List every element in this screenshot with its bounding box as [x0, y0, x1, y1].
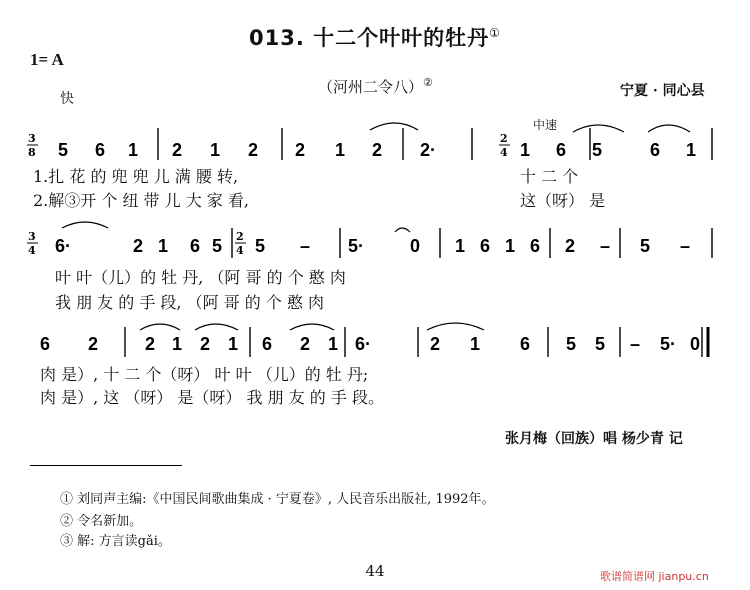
note: 1 — [335, 140, 346, 160]
notation-row-3 — [40, 323, 708, 357]
note: 0 — [690, 334, 701, 354]
note: 5· — [660, 334, 677, 354]
svg-text:8: 8 — [28, 146, 36, 159]
note: 1 — [128, 140, 139, 160]
note: 2 — [295, 140, 306, 160]
lyrics-row1-verse1: 1.扎 花 的 兜 兜 儿 满 腰 转, — [33, 167, 239, 186]
slur — [140, 324, 180, 330]
note: 1 — [686, 140, 697, 160]
note: – — [680, 236, 691, 256]
note: 1 — [172, 334, 183, 354]
note: 2 — [248, 140, 259, 160]
time-signature-3-4: 3 — [28, 230, 36, 243]
row1-notes — [58, 140, 696, 160]
lyrics-row3-verse2: 肉 是）, 这 （呀） 是（呀） 我 朋 友 的 手 段。 — [40, 388, 384, 407]
note: 5 — [640, 236, 651, 256]
note: 5 — [58, 140, 69, 160]
note: – — [600, 236, 611, 256]
notation-row-2 — [27, 222, 712, 258]
note: 1 — [455, 236, 466, 256]
note: 5 — [566, 334, 577, 354]
note: 5 — [592, 140, 603, 160]
note: 1 — [520, 140, 531, 160]
note: 6 — [520, 334, 531, 354]
footnote-divider — [30, 465, 182, 466]
lyrics-row2-verse2: 我 朋 友 的 手 段, （阿 哥 的 个 憨 肉 — [55, 293, 325, 312]
note: 6· — [355, 334, 372, 354]
svg-text:4: 4 — [500, 146, 508, 159]
note: 5 — [255, 236, 266, 256]
watermark: 歌谱简谱网 jianpu.cn — [600, 570, 709, 583]
lyrics-row1-verse1-end: 十 二 个 — [520, 167, 579, 186]
time-signature-2-4: 2 — [236, 230, 244, 243]
time-signature-3-8: 3 — [28, 132, 36, 145]
slur — [195, 324, 238, 330]
note: 2 — [430, 334, 441, 354]
note: 6 — [556, 140, 567, 160]
note: 1 — [470, 334, 481, 354]
slur — [395, 228, 410, 232]
row3-notes — [40, 334, 700, 354]
time-signature-2-4: 2 — [500, 132, 508, 145]
lyrics-row3-verse1: 肉 是）, 十 二 个（呀） 叶 叶 （儿）的 牡 丹; — [40, 365, 369, 384]
note: 5· — [348, 236, 365, 256]
note: 6 — [530, 236, 541, 256]
note: 2 — [372, 140, 383, 160]
note: 6 — [480, 236, 491, 256]
note: 2 — [300, 334, 311, 354]
note: – — [630, 334, 641, 354]
lyrics-row1-verse2: 2.解③开 个 纽 带 儿 大 家 看, — [33, 191, 249, 210]
notation-row-1 — [27, 123, 712, 160]
note: 0 — [410, 236, 421, 256]
note: 6 — [190, 236, 201, 256]
tempo-marking: 快 — [60, 91, 74, 107]
note: 1 — [158, 236, 169, 256]
note: 6 — [650, 140, 661, 160]
note: 1 — [210, 140, 221, 160]
slur — [427, 323, 484, 330]
note: 5 — [595, 334, 606, 354]
note: 2 — [88, 334, 99, 354]
note: 6 — [95, 140, 106, 160]
slur — [62, 222, 108, 228]
note: 1 — [228, 334, 239, 354]
svg-text:4: 4 — [28, 244, 36, 257]
page-title: 013. 十二个叶叶的牡丹① — [249, 26, 501, 50]
svg-text:4: 4 — [236, 244, 244, 257]
note: 6 — [40, 334, 51, 354]
region-label: 宁夏 · 同心县 — [620, 83, 705, 99]
note: – — [300, 236, 311, 256]
note: 2 — [565, 236, 576, 256]
note: 5 — [212, 236, 223, 256]
tempo-change-marking: 中速 — [533, 118, 558, 132]
footnote-3: ③ 解: 方言读gǎi。 — [60, 534, 171, 549]
note: 2 — [172, 140, 183, 160]
footnote-1: ① 刘同声主编:《中国民间歌曲集成 · 宁夏卷》, 人民音乐出版社, 1992年。 — [60, 492, 495, 507]
row2-notes — [55, 236, 690, 256]
slur — [573, 125, 624, 132]
slur — [370, 123, 418, 130]
note: 2 — [200, 334, 211, 354]
page-number: 44 — [365, 562, 385, 580]
credit-line: 张月梅（回族）唱 杨少青 记 — [505, 431, 683, 447]
note: 2 — [133, 236, 144, 256]
note: 1 — [505, 236, 516, 256]
note: 2 — [145, 334, 156, 354]
note: 2· — [420, 140, 437, 160]
note: 6· — [55, 236, 72, 256]
slur — [648, 125, 690, 132]
lyrics-row1-verse2-end: 这（呀） 是 — [520, 191, 606, 210]
note: 6 — [262, 334, 273, 354]
key-signature: 1= A — [30, 50, 64, 69]
subtitle: （河州二令八）② — [318, 76, 433, 96]
note: 1 — [328, 334, 339, 354]
lyrics-row2-verse1: 叶 叶（儿）的 牡 丹, （阿 哥 的 个 憨 肉 — [55, 268, 346, 287]
slur — [290, 324, 334, 330]
footnote-2: ② 令名新加。 — [60, 514, 143, 529]
